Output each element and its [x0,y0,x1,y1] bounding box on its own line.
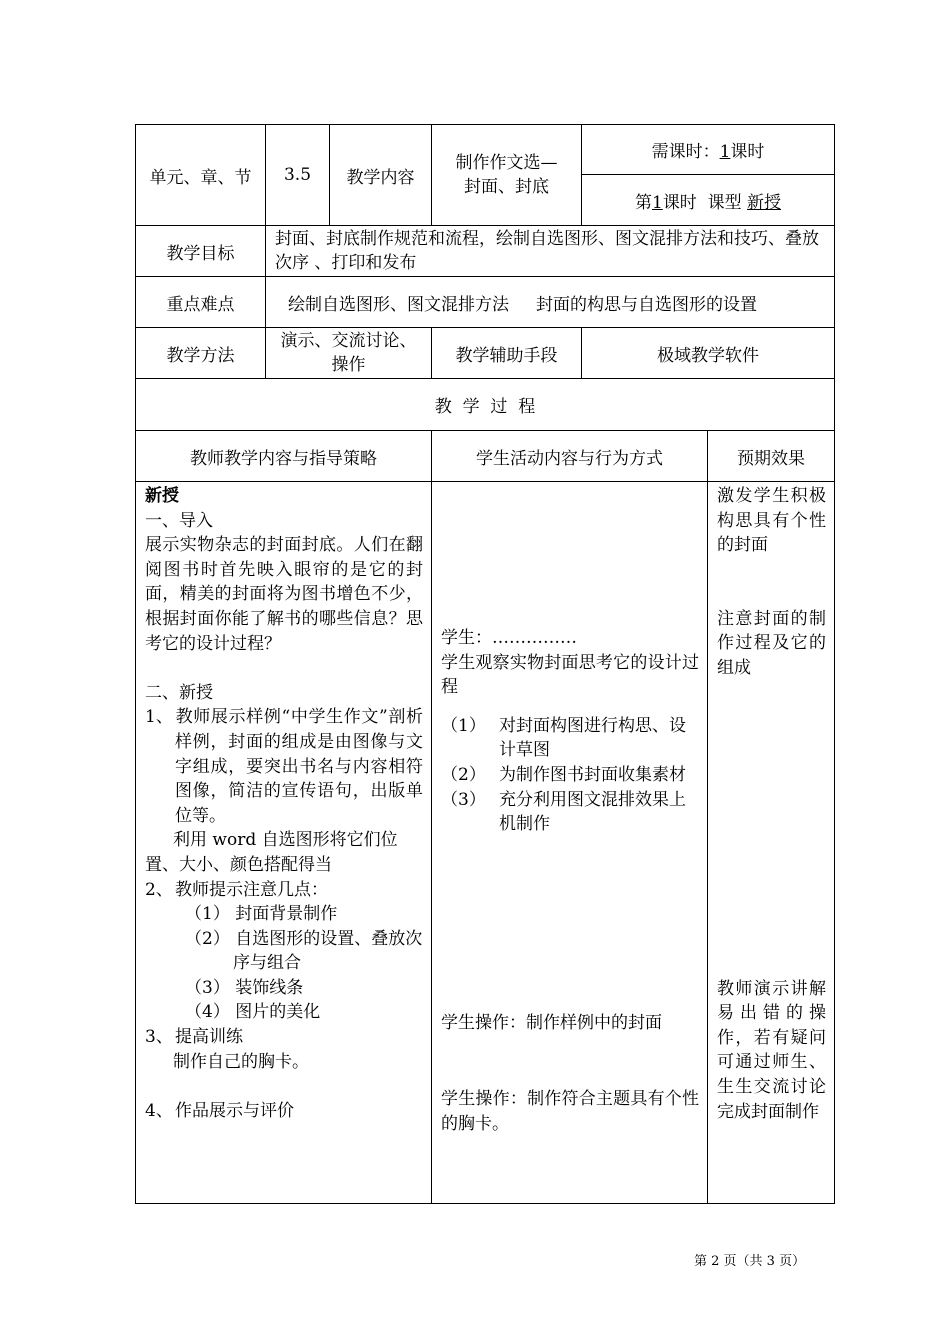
new-heading: 二、新授 [145,682,213,703]
lesson-plan-table [135,124,835,1204]
student-line1: 学生：…………… [441,628,577,648]
student-item-3-num: （3） [441,789,486,810]
session-prefix: 第 [634,192,652,213]
col-student-header: 学生活动内容与行为方式 [432,431,708,482]
student-line2: 学生观察实物封面思考它的设计过程 [441,652,699,698]
student-activity-cell [432,482,708,1204]
session-cell [582,175,835,226]
intro-heading: 一、导入 [145,510,213,531]
methods-value-line2: 操作 [331,355,366,375]
hours-suffix: 课时 [730,142,765,162]
item1-num: 1、 [145,707,173,728]
methods-value [266,328,432,379]
col-effect-header: 预期效果 [708,431,835,482]
student-op2: 学生操作：制作符合主题具有个性的胸卡。 [441,1089,699,1134]
student-item-3 [441,788,699,837]
content-value [432,125,582,226]
content-value-line2: 封面、封底 [464,177,549,197]
student-item-1 [441,714,699,763]
sub-item-4: （4） 图片的美化 [185,1002,321,1023]
sub-item-1: （1） 封面背景制作 [185,904,338,925]
student-item-1-num: （1） [441,715,486,736]
student-item-2-num: （2） [441,764,486,785]
item1-text: 教师展示样例“中学生作文”剖析样例，封面的组成是由图像与文字组成，要突出书名与内容相符图像，简洁的宣传语句，出版单位等。 [175,707,423,826]
item3-extra: 制作自己的胸卡。 [173,1051,309,1072]
session-suffix: 课时 课型 [662,192,748,213]
unit-value: 3.5 [266,125,330,226]
page-footer: 第 2 页（共 3 页） [694,1254,806,1269]
student-item-2 [441,763,699,788]
intro-text: 展示实物杂志的封面封底。人们在翻阅图书时首先映入眼帘的是它的封面，精美的封面将为图书增色不少，根据封面你能了解书的哪些信息？思考它的设计过程？ [145,535,423,654]
expected-effect-cell [708,482,835,1204]
student-item-3-text: 充分利用图文混排效果上机制作 [499,789,686,835]
hours-prefix: 需课时： [651,142,720,162]
goals-label: 教学目标 [136,226,266,277]
content-label: 教学内容 [330,125,432,226]
teacher-item-1 [145,705,423,828]
col-teacher-header: 教师教学内容与指导策略 [136,431,432,482]
effect-3: 教师演示讲解易出错的操作，若有疑问可通过师生、生生交流讨论完成封面制作 [717,978,827,1122]
teacher-item-2 [145,878,423,903]
aids-value: 极域教学软件 [582,328,835,379]
content-value-line1: 制作作文选— [455,153,558,173]
methods-value-line1: 演示、交流讨论、 [280,331,417,351]
hours-value: 1 [719,142,731,162]
item3-text: 提高训练 [175,1027,243,1048]
sub-item-3: （3） 装饰线条 [185,977,304,998]
effect-1: 激发学生积极构思具有个性的封面 [717,486,827,556]
hours-cell [582,125,835,175]
student-item-2-text: 为制作图书封面收集素材 [499,764,686,785]
item2-num: 2、 [145,879,173,900]
teacher-item-4 [145,1099,423,1124]
item2-text: 教师提示注意几点： [175,879,328,900]
item4-num: 4、 [145,1100,173,1121]
effect-2: 注意封面的制作过程及它的组成 [717,608,827,678]
student-op1: 学生操作：制作样例中的封面 [441,1012,662,1033]
goals-text: 封面、封底制作规范和流程，绘制自选图形、图文混排方法和技巧、叠放次序 、打印和发布 [266,226,835,277]
methods-label: 教学方法 [136,328,266,379]
aids-label: 教学辅助手段 [432,328,582,379]
sub-item-2: （2） 自选图形的设置、叠放次序与组合 [185,928,423,974]
item4-text: 作品展示与评价 [175,1100,294,1121]
item1-extra: 利用 word 自选图形将它们位置、大小、颜色搭配得当 [145,830,398,875]
process-title: 教 学 过 程 [136,379,835,431]
student-item-1-text: 对封面构图进行构思、设计草图 [499,715,686,761]
item3-num: 3、 [145,1027,173,1048]
unit-label: 单元、章、节 [136,125,266,226]
session-value: 1 [651,192,663,213]
session-type: 新授 [747,192,782,213]
keypoints-label: 重点难点 [136,277,266,328]
keypoints-text: 绘制自选图形、图文混排方法 封面的构思与自选图形的设置 [266,277,835,328]
teacher-content-cell [136,482,432,1204]
teacher-section-title: 新授 [145,486,179,506]
teacher-item-3 [145,1025,423,1050]
